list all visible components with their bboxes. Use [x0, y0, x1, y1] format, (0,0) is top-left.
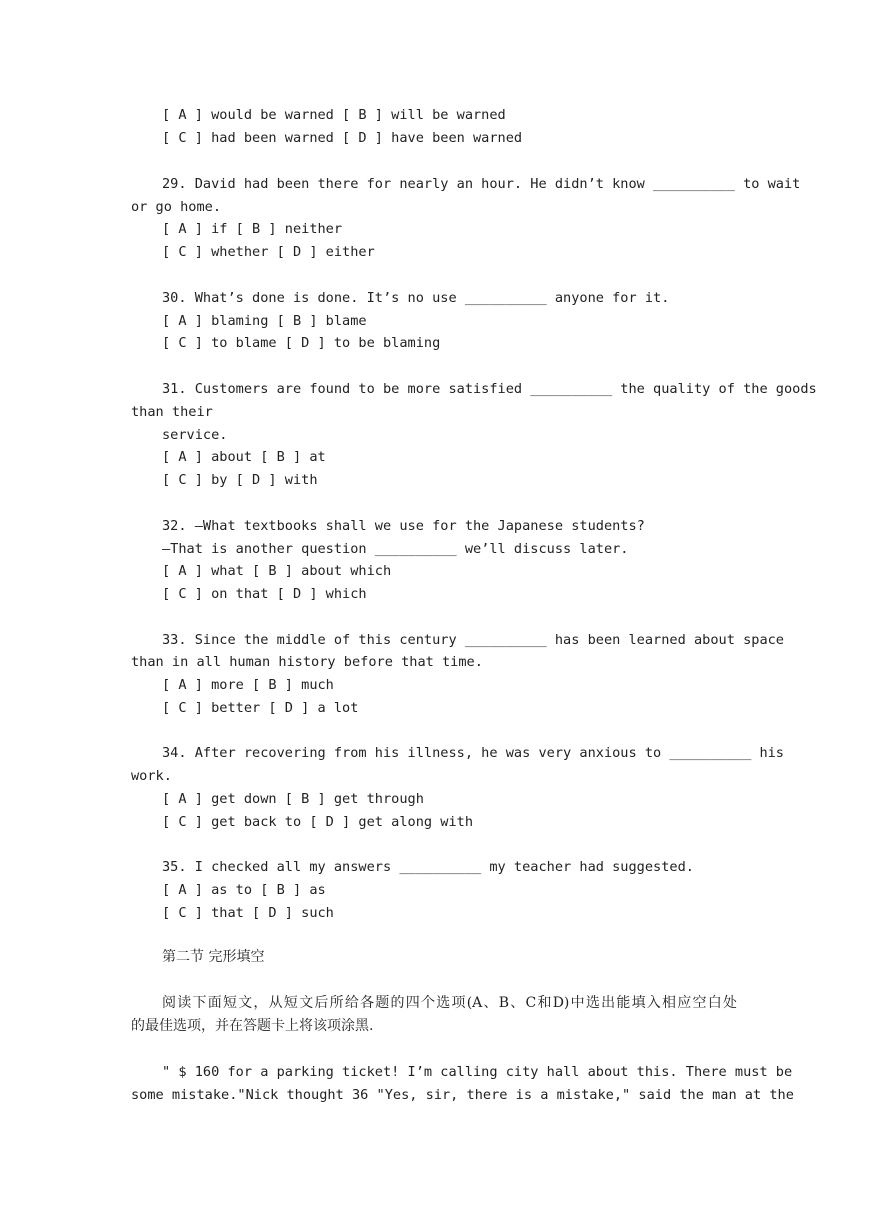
instructions: 阅读下面短文，从短文后所给各题的四个选项(A、B、C和D)中选出能填入相应空白处 [162, 995, 737, 1011]
option-line: [ C ] better [ D ] a lot [162, 700, 359, 716]
option-line: [ C ] get back to [ D ] get along with [162, 814, 473, 830]
question-33: 33. Since the middle of this century __________ has been learned about space [162, 632, 784, 648]
option-line: [ C ] on that [ D ] which [162, 586, 367, 602]
option-line: [ C ] by [ D ] with [162, 472, 318, 488]
option-line: [ A ] if [ B ] neither [162, 221, 343, 237]
option-line: [ C ] had been warned [ D ] have been warned [162, 130, 523, 146]
option-line: [ A ] what [ B ] about which [162, 563, 392, 579]
question-line: or go home. [131, 199, 222, 215]
question-line: than their [131, 404, 213, 420]
section-heading: 第二节 完形填空 [162, 949, 265, 965]
option-line: [ A ] as to [ B ] as [162, 882, 326, 898]
question-line: than in all human history before that time. [131, 654, 483, 670]
option-line: [ A ] get down [ B ] get through [162, 791, 424, 807]
question-34: 34. After recovering from his illness, he was very anxious to __________ his [162, 745, 784, 761]
option-line: [ C ] whether [ D ] either [162, 244, 375, 260]
question-line: service. [162, 427, 228, 443]
question-31: 31. Customers are found to be more satisfied __________ the quality of the goods [162, 381, 817, 397]
option-line: [ A ] would be warned [ B ] will be warned [162, 107, 506, 123]
question-line: work. [131, 768, 172, 784]
question-30: 30. What’s done is done. It’s no use __________ anyone for it. [162, 290, 670, 306]
question-32: 32. —What textbooks shall we use for the Japanese students? [162, 518, 645, 534]
option-line: [ C ] to blame [ D ] to be blaming [162, 335, 441, 351]
option-line: [ C ] that [ D ] such [162, 905, 334, 921]
question-35: 35. I checked all my answers __________ my teacher had suggested. [162, 859, 694, 875]
passage-line: " $ 160 for a parking ticket! I’m calling city hall about this. There must be [162, 1064, 793, 1080]
option-line: [ A ] blaming [ B ] blame [162, 313, 367, 329]
question-29: 29. David had been there for nearly an hour. He didn’t know __________ to wait [162, 176, 801, 192]
option-line: [ A ] more [ B ] much [162, 677, 334, 693]
option-line: [ A ] about [ B ] at [162, 449, 326, 465]
question-line: —That is another question __________ we’ll discuss later. [162, 541, 629, 557]
passage-line: some mistake."Nick thought 36 "Yes, sir, there is a mistake," said the man at the [131, 1087, 794, 1103]
instructions-line: 的最佳选项，并在答题卡上将该项涂黑. [131, 1018, 374, 1034]
